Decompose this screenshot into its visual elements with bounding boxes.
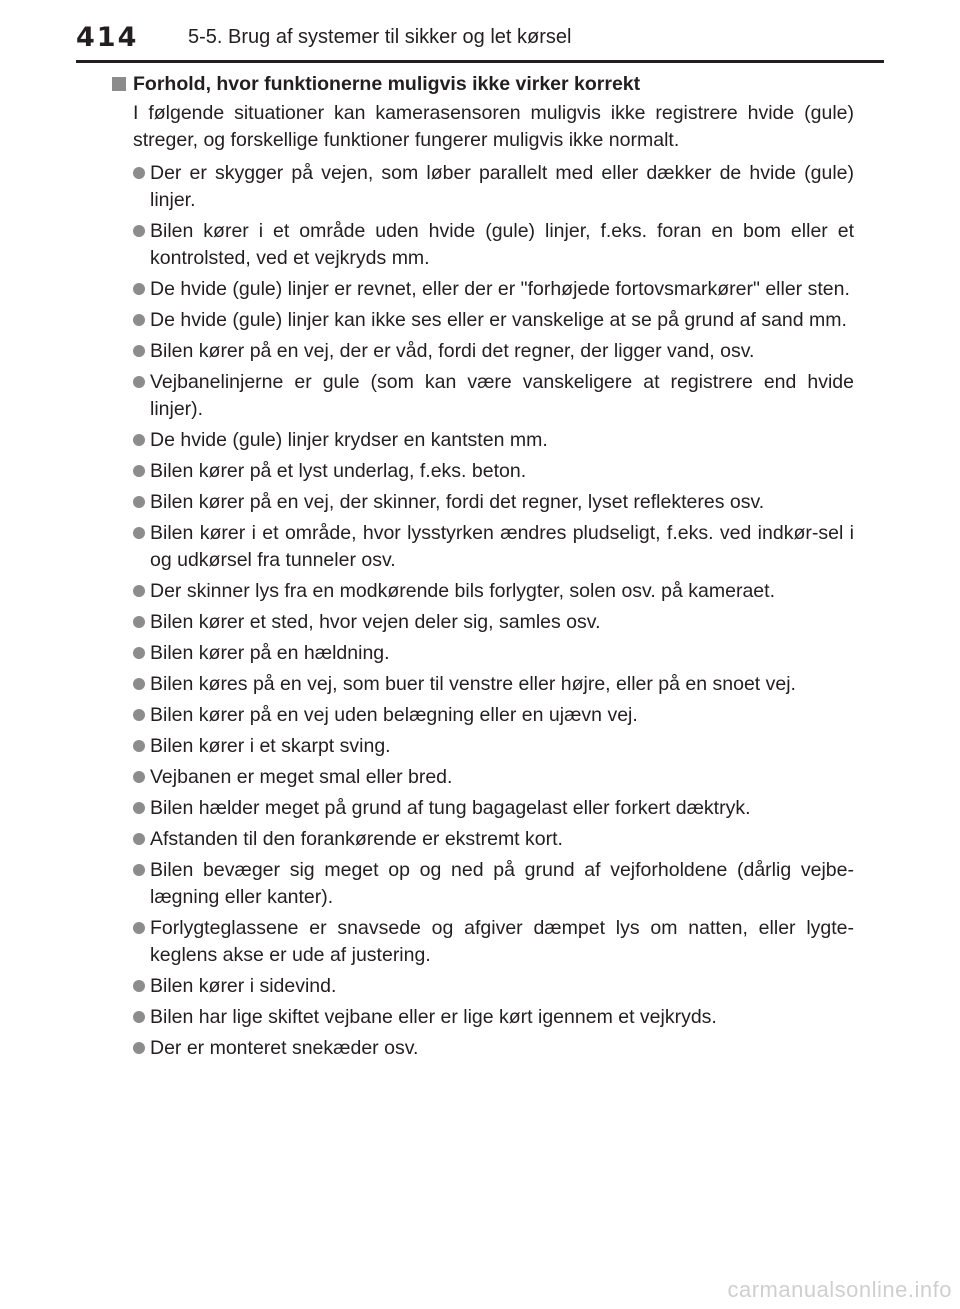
watermark: carmanualsonline.info — [727, 1277, 952, 1302]
list-item-text: Der er skygger på vejen, som løber parallelt med eller dækker de hvide (gule) linjer. — [150, 162, 854, 211]
circle-bullet-icon — [133, 496, 145, 508]
section-heading — [108, 70, 854, 98]
list-item-text: Bilen kører på et lyst underlag, f.eks. beton. — [150, 460, 527, 482]
list-item — [108, 218, 854, 272]
page-header — [0, 0, 960, 62]
circle-bullet-icon — [133, 376, 145, 388]
circle-bullet-icon — [133, 585, 145, 597]
list-item-text: Bilen kører i sidevind. — [150, 975, 337, 997]
list-item-text: Bilen kører i et område uden hvide (gule) linjer, f.eks. foran en bom eller et kontrolsted, ved et vejkryds mm. — [150, 220, 854, 269]
list-item — [108, 1035, 854, 1062]
square-bullet-icon — [112, 77, 126, 91]
list-item-text: Afstanden til den forankørende er ekstremt kort. — [150, 828, 563, 850]
header-divider — [76, 60, 884, 63]
list-item-text: Forlygteglassene er snavsede og afgiver dæmpet lys om natten, eller lygte-keglens akse er ude af justering. — [150, 917, 854, 966]
list-item-text: De hvide (gule) linjer krydser en kantsten mm. — [150, 429, 548, 451]
list-item — [108, 764, 854, 791]
circle-bullet-icon — [133, 527, 145, 539]
list-item — [108, 795, 854, 822]
list-item-text: Bilen har lige skiftet vejbane eller er lige kørt igennem et vejkryds. — [150, 1006, 717, 1028]
list-item-text: Vejbanelinjerne er gule (som kan være vanskeligere at registrere end hvide linjer). — [150, 371, 854, 420]
intro-paragraph: I følgende situationer kan kamerasensoren muligvis ikke registrere hvide (gule) streger, og forskellige funktioner fungerer muligvis ikke normalt. — [133, 102, 854, 151]
list-item — [108, 702, 854, 729]
condition-list — [108, 160, 854, 1062]
circle-bullet-icon — [133, 1042, 145, 1054]
list-item — [108, 1004, 854, 1031]
circle-bullet-icon — [133, 678, 145, 690]
list-item — [108, 857, 854, 911]
circle-bullet-icon — [133, 647, 145, 659]
list-item — [108, 973, 854, 1000]
circle-bullet-icon — [133, 314, 145, 326]
circle-bullet-icon — [133, 434, 145, 446]
list-item — [108, 338, 854, 365]
circle-bullet-icon — [133, 225, 145, 237]
list-item — [108, 609, 854, 636]
section-heading-text: Forhold, hvor funktionerne muligvis ikke virker korrekt — [133, 73, 641, 95]
list-item — [108, 307, 854, 334]
list-item-text: De hvide (gule) linjer kan ikke ses eller er vanskelige at se på grund af sand mm. — [150, 309, 847, 331]
circle-bullet-icon — [133, 771, 145, 783]
circle-bullet-icon — [133, 980, 145, 992]
list-item — [108, 489, 854, 516]
list-item — [108, 520, 854, 574]
circle-bullet-icon — [133, 1011, 145, 1023]
list-item-text: Bilen kører på en vej uden belægning eller en ujævn vej. — [150, 704, 638, 726]
circle-bullet-icon — [133, 833, 145, 845]
list-item — [108, 915, 854, 969]
list-item-text: Bilen køres på en vej, som buer til venstre eller højre, eller på en snoet vej. — [150, 673, 796, 695]
circle-bullet-icon — [133, 283, 145, 295]
list-item-text: Bilen kører et sted, hvor vejen deler sig, samles osv. — [150, 611, 601, 633]
circle-bullet-icon — [133, 167, 145, 179]
list-item-text: De hvide (gule) linjer er revnet, eller der er "forhøjede fortovsmarkører" eller sten. — [150, 278, 850, 300]
circle-bullet-icon — [133, 922, 145, 934]
list-item-text: Bilen hælder meget på grund af tung bagagelast eller forkert dæktryk. — [150, 797, 751, 819]
list-item — [108, 640, 854, 667]
circle-bullet-icon — [133, 740, 145, 752]
list-item — [108, 671, 854, 698]
list-item — [108, 826, 854, 853]
list-item — [108, 276, 854, 303]
list-item-text: Vejbanen er meget smal eller bred. — [150, 766, 453, 788]
list-item — [108, 733, 854, 760]
list-item-text: Bilen kører i et område, hvor lysstyrken ændres pludseligt, f.eks. ved indkør-sel i og udkørsel fra tunneler osv. — [150, 522, 854, 571]
circle-bullet-icon — [133, 802, 145, 814]
circle-bullet-icon — [133, 345, 145, 357]
circle-bullet-icon — [133, 465, 145, 477]
list-item-text: Der skinner lys fra en modkørende bils forlygter, solen osv. på kameraet. — [150, 580, 775, 602]
circle-bullet-icon — [133, 616, 145, 628]
list-item — [108, 578, 854, 605]
list-item — [108, 369, 854, 423]
list-item-text: Bilen kører på en vej, der skinner, fordi det regner, lyset reflekteres osv. — [150, 491, 765, 513]
list-item — [108, 427, 854, 454]
main-content — [108, 70, 854, 1066]
list-item — [108, 458, 854, 485]
list-item-text: Bilen kører i et skarpt sving. — [150, 735, 391, 757]
list-item — [108, 160, 854, 214]
list-item-text: Bilen kører på en hældning. — [150, 642, 390, 664]
circle-bullet-icon — [133, 709, 145, 721]
chapter-title: 5-5. Brug af systemer til sikker og let kørsel — [188, 26, 572, 48]
list-item-text: Bilen kører på en vej, der er våd, fordi det regner, der ligger vand, osv. — [150, 340, 755, 362]
page-number: 414 — [76, 22, 139, 53]
list-item-text: Bilen bevæger sig meget op og ned på grund af vejforholdene (dårlig vejbe-lægning eller kanter). — [150, 859, 854, 908]
circle-bullet-icon — [133, 864, 145, 876]
list-item-text: Der er monteret snekæder osv. — [150, 1037, 419, 1059]
